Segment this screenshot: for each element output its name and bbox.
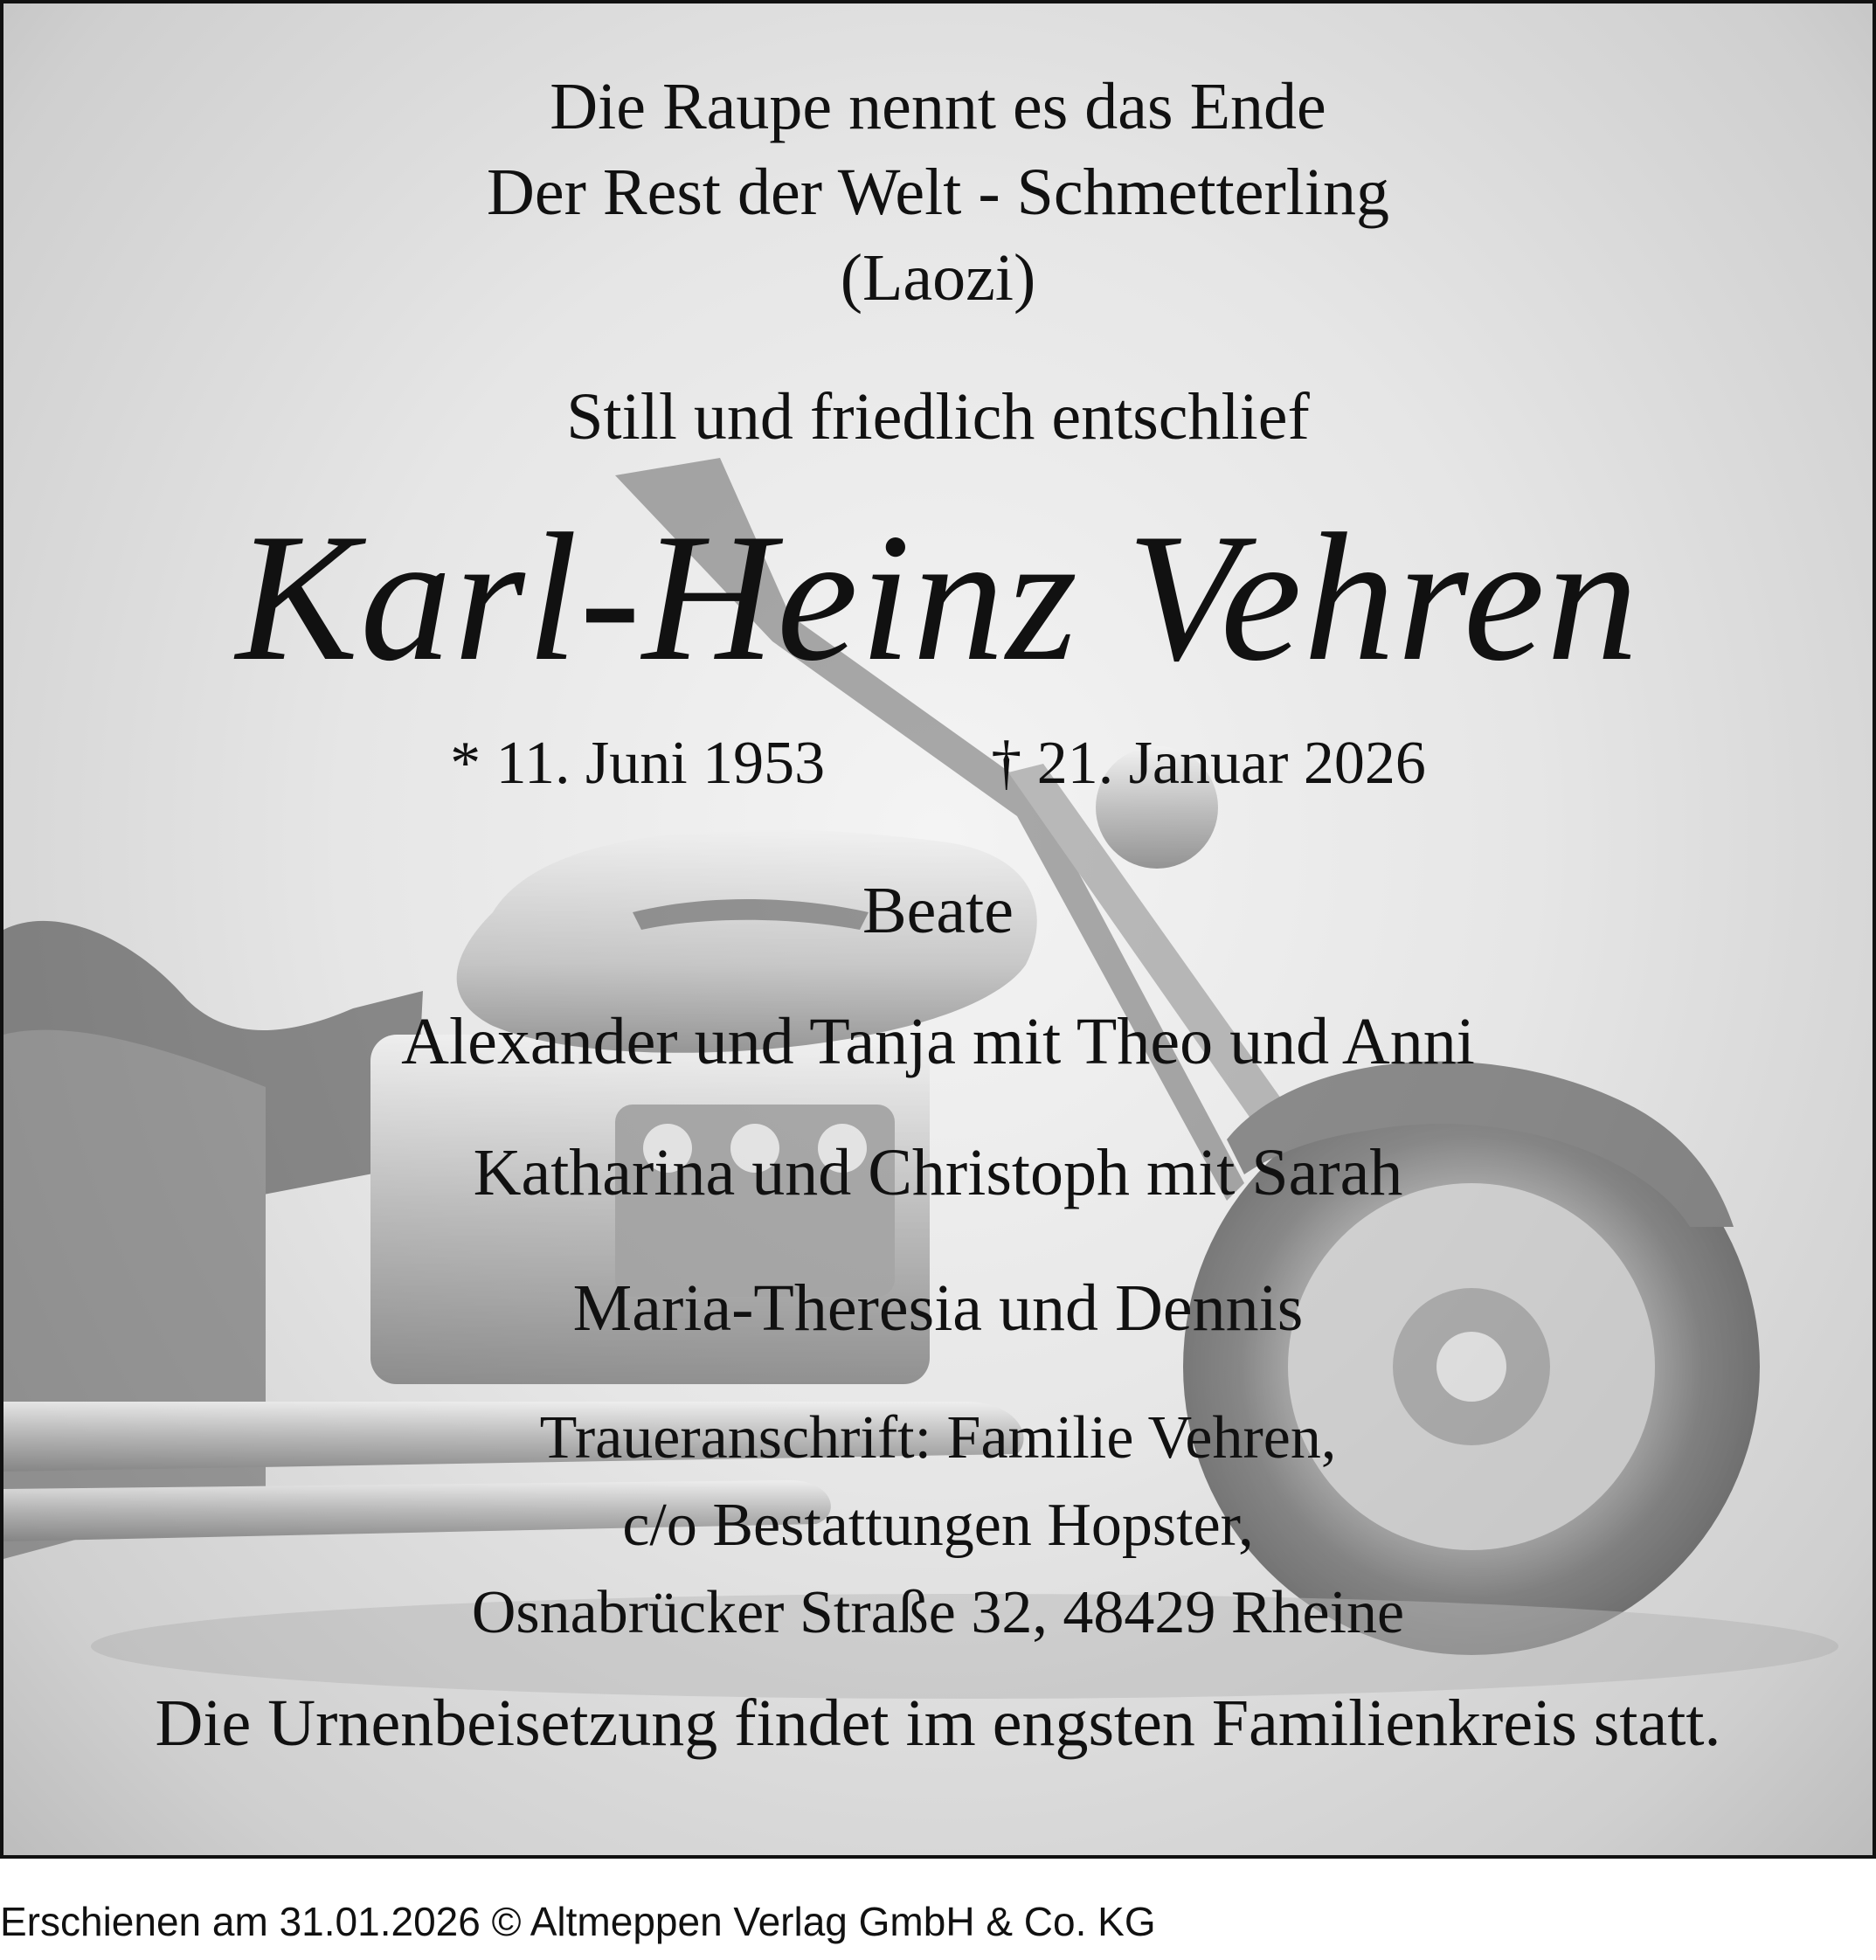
closing-text: Die Urnenbeisetzung findet im engsten Familienkreis statt. — [155, 1686, 1721, 1760]
mourner-line: Katharina und Christoph mit Sarah — [473, 1136, 1403, 1209]
mourner-line: Alexander und Tanja mit Theo und Anni — [401, 1005, 1475, 1078]
birth-date: * 11. Juni 1953 — [450, 730, 826, 797]
motto-line-1: Die Raupe nennt es das Ende — [550, 70, 1326, 143]
intro-text: Still und friedlich entschlief — [566, 380, 1310, 454]
mourner-line: Beate — [862, 874, 1014, 947]
life-dates — [3, 729, 1873, 799]
address-line-2: c/o Bestattungen Hopster, — [622, 1492, 1254, 1559]
address-line-3: Osnabrücker Straße 32, 48429 Rheine — [471, 1579, 1405, 1646]
motto-line-2: Der Rest der Welt - Schmetterling — [487, 156, 1389, 229]
death-date: † 21. Januar 2026 — [991, 730, 1426, 797]
address-line-1: Traueranschrift: Familie Vehren, — [539, 1404, 1337, 1472]
deceased-name: Karl-Heinz Vehren — [236, 496, 1640, 699]
publication-footer: Erschienen am 31.01.2026 © Altmeppen Verlag GmbH & Co. KG — [0, 1899, 1156, 1944]
motto-author: (Laozi) — [840, 241, 1036, 315]
mourner-line: Maria-Theresia und Dennis — [572, 1271, 1304, 1345]
